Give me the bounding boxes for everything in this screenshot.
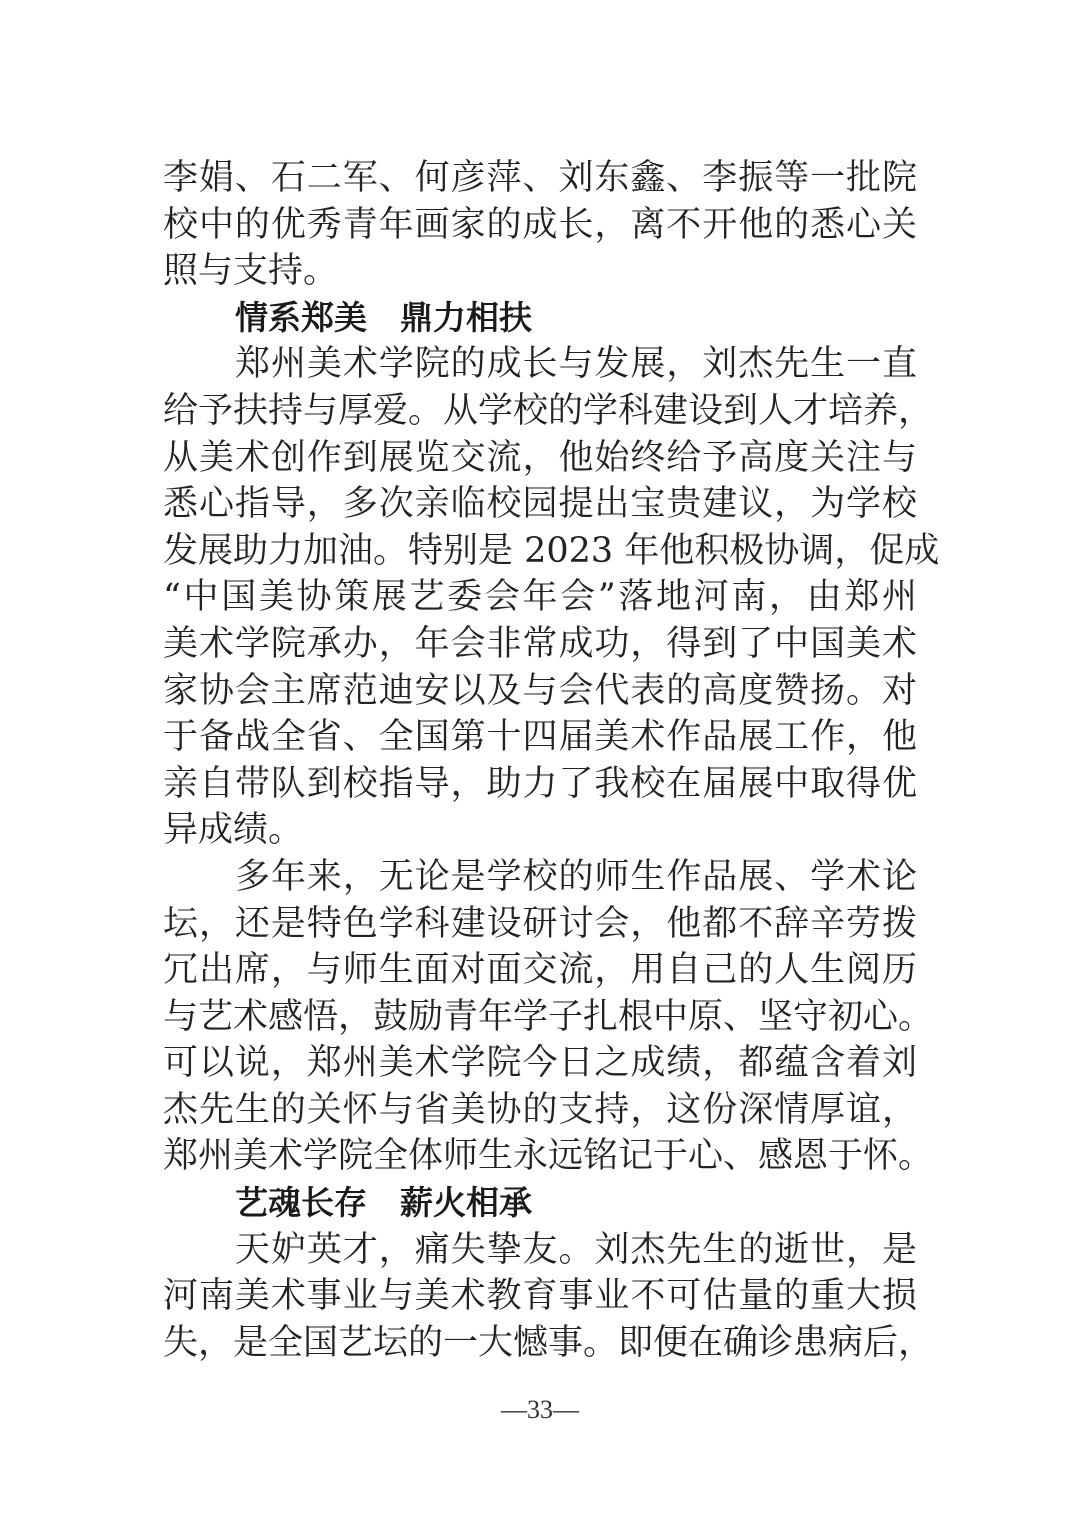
- section-heading: 情系郑美 鼎力相扶: [235, 297, 532, 337]
- text-line: 天妒英才，痛失挚友。刘杰先生的逝世，是: [235, 1229, 917, 1270]
- text-line: 异成绩。: [163, 810, 304, 851]
- text-line: 李娟、石二军、何彦萍、刘东鑫、李振等一批院: [163, 158, 917, 198]
- text-line: 于备战全省、全国第十四届美术作品展工作，他: [163, 717, 917, 758]
- text-line: 悉心指导，多次亲临校园提出宝贵建议，为学校: [163, 484, 917, 525]
- text-line: 冗出席，与师生面对面交流，用自己的人生阅历: [163, 950, 917, 991]
- paragraph-continued: [163, 155, 917, 295]
- text-line: 亲自带队到校指导，助力了我校在届展中取得优: [163, 763, 917, 804]
- paragraph: [163, 854, 934, 1180]
- text-line: 杰先生的关怀与省美协的支持，这份深情厚谊，: [163, 1089, 917, 1130]
- text-line: 坛，还是特色学科建设研讨会，他都不辞辛劳拨: [163, 903, 917, 944]
- section-heading: 艺魂长存 薪火相承: [235, 1183, 532, 1223]
- text-line: 河南美术事业与美术教育事业不可估量的重大损: [163, 1276, 917, 1317]
- text-line: 与艺术感悟，鼓励青年学子扎根中原、坚守初心。: [163, 996, 934, 1037]
- text-line: 家协会主席范迪安以及与会代表的高度赞扬。对: [163, 670, 917, 711]
- text-line: “中国美协策展艺委会年会”落地河南，由郑州: [163, 577, 917, 618]
- text-line: 给予扶持与厚爱。从学校的学科建设到人才培养，: [163, 390, 934, 431]
- page-number: —33—: [501, 1395, 579, 1424]
- text-line: 从美术创作到展览交流，他始终给予高度关注与: [163, 437, 917, 478]
- text-line: 可以说，郑州美术学院今日之成绩，都蕴含着刘: [163, 1043, 917, 1084]
- paragraph: [163, 341, 940, 854]
- text-line: 发展助力加油。特别是 2023 年他积极协调，促成: [163, 530, 940, 571]
- text-line: 照与支持。: [163, 251, 339, 292]
- text-line: 失，是全国艺坛的一大憾事。即便在确诊患病后，: [163, 1322, 934, 1363]
- text-line: 多年来，无论是学校的师生作品展、学术论: [235, 856, 917, 897]
- paragraph: [163, 1227, 934, 1367]
- text-line: 郑州美术学院全体师生永远铭记于心、感恩于怀。: [163, 1136, 934, 1177]
- text-line: 校中的优秀青年画家的成长，离不开他的悉心关: [163, 204, 917, 245]
- text-line: 美术学院承办，年会非常成功，得到了中国美术: [163, 623, 917, 664]
- text-line: 郑州美术学院的成长与发展，刘杰先生一直: [235, 344, 917, 385]
- document-page: [163, 155, 940, 1366]
